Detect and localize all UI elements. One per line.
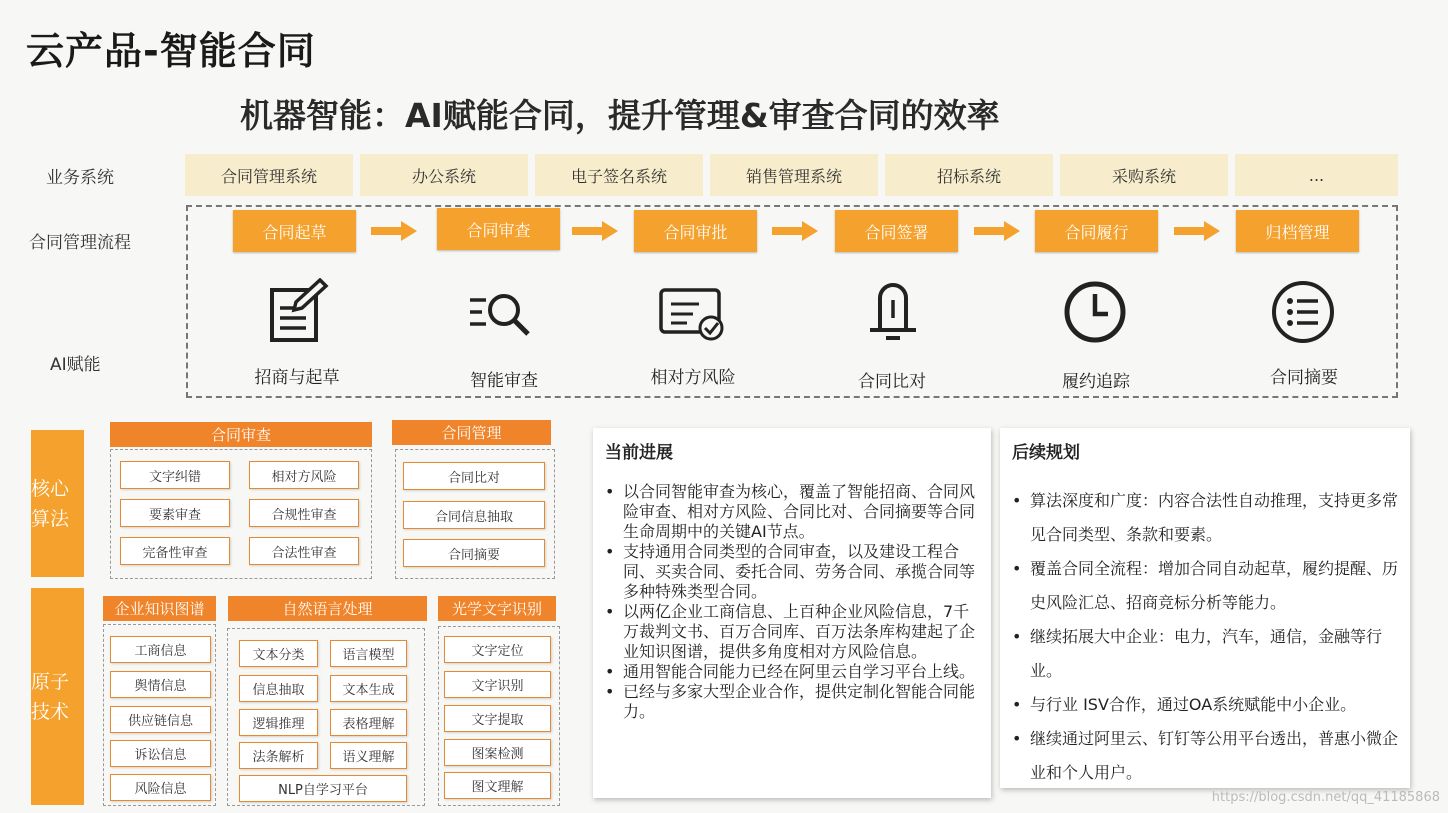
- chip-public-opinion: 舆情信息: [110, 671, 211, 698]
- system-sales: 销售管理系统: [710, 154, 878, 196]
- system-e-signature: 电子签名系统: [535, 154, 703, 196]
- chip-text-generation: 文本生成: [330, 675, 407, 702]
- chip-compliance-review: 合规性审查: [249, 499, 359, 527]
- row-label-business: 业务系统: [46, 168, 114, 188]
- row-label-process: 合同管理流程: [29, 233, 131, 253]
- system-contract-management: 合同管理系统: [185, 154, 353, 196]
- watermark: https://blog.csdn.net/qq_41185868: [1211, 790, 1440, 805]
- chip-text-recognition: 文字识别: [444, 671, 551, 698]
- group-header-knowledge-graph: 企业知识图谱: [103, 596, 216, 621]
- plan-bullet: • 算法深度和广度：内容合法性自动推理，支持更多常见合同类型、条款和要素。: [1012, 484, 1398, 552]
- group-header-management: 合同管理: [392, 420, 551, 445]
- chip-law-parsing: 法条解析: [239, 742, 318, 769]
- edit-document-icon: [262, 278, 332, 348]
- atomic-tech-label: 原子技术: [31, 588, 84, 805]
- ai-label-tracking: 履约追踪: [1062, 372, 1130, 392]
- group-header-nlp: 自然语言处理: [228, 596, 427, 621]
- chip-completeness-review: 完备性审查: [120, 537, 230, 565]
- step-review: 合同审查: [437, 208, 560, 250]
- chip-text-classification: 文本分类: [239, 640, 318, 667]
- step-sign: 合同签署: [835, 210, 958, 252]
- arrow-right-icon: [572, 221, 618, 241]
- arrow-right-icon: [974, 221, 1020, 241]
- step-draft: 合同起草: [233, 210, 356, 252]
- chip-contract-summary: 合同摘要: [403, 539, 545, 567]
- chip-nlp-platform: NLP自学习平台: [239, 775, 407, 802]
- ai-label-drafting: 招商与起草: [254, 368, 340, 388]
- chip-legality-review: 合法性审查: [249, 537, 359, 565]
- page-title: 云产品-智能合同: [26, 29, 316, 73]
- chip-pattern-detection: 图案检测: [444, 739, 551, 766]
- chip-text-localization: 文字定位: [444, 636, 551, 663]
- plan-panel: [1000, 428, 1410, 788]
- system-more: ...: [1235, 154, 1398, 196]
- ai-label-counterparty-risk: 相对方风险: [650, 368, 736, 388]
- step-archive: 归档管理: [1236, 210, 1359, 252]
- chip-contract-compare: 合同比对: [403, 462, 545, 490]
- chip-image-text-understanding: 图文理解: [444, 772, 551, 799]
- arrow-right-icon: [371, 221, 417, 241]
- chip-element-review: 要素审查: [120, 499, 230, 527]
- bell-icon: [858, 278, 928, 348]
- list-icon: [1268, 278, 1338, 348]
- group-header-ocr: 光学文字识别: [438, 596, 556, 621]
- plan-title: 后续规划: [1012, 443, 1080, 463]
- progress-title: 当前进展: [605, 443, 673, 463]
- clock-icon: [1060, 278, 1130, 348]
- certificate-check-icon: [657, 278, 727, 348]
- system-office: 办公系统: [360, 154, 528, 196]
- chip-language-model: 语言模型: [330, 640, 407, 667]
- core-algorithm-label: 核心算法: [31, 430, 84, 577]
- arrow-right-icon: [772, 221, 818, 241]
- row-label-ai: AI赋能: [50, 355, 101, 375]
- ai-label-summary: 合同摘要: [1270, 368, 1338, 388]
- progress-bullet: • 支持通用合同类型的合同审查，以及建设工程合同、买卖合同、委托合同、劳务合同、承揽合同等多种特殊类型合同。: [605, 542, 983, 602]
- chip-typo-correction: 文字纠错: [120, 461, 230, 489]
- chip-info-extraction: 合同信息抽取: [403, 501, 545, 529]
- chip-business-info: 工商信息: [110, 636, 211, 663]
- progress-panel: [593, 428, 991, 798]
- chip-information-extraction: 信息抽取: [239, 675, 318, 702]
- ai-label-compare: 合同比对: [858, 372, 926, 392]
- chip-table-understanding: 表格理解: [330, 709, 407, 736]
- chip-logical-reasoning: 逻辑推理: [239, 709, 318, 736]
- chip-risk-info: 风险信息: [110, 774, 211, 801]
- chip-litigation: 诉讼信息: [110, 740, 211, 767]
- step-approve: 合同审批: [634, 210, 757, 252]
- search-list-icon: [464, 278, 534, 348]
- ai-label-smart-review: 智能审查: [470, 371, 538, 391]
- chip-supply-chain: 供应链信息: [110, 706, 211, 733]
- plan-bullet: • 继续通过阿里云、钉钉等公用平台透出，普惠小微企业和个人用户。: [1012, 722, 1398, 790]
- system-bidding: 招标系统: [885, 154, 1053, 196]
- plan-bullet: • 与行业 ISV合作，通过OA系统赋能中小企业。: [1012, 688, 1398, 722]
- chip-counterparty-risk: 相对方风险: [249, 461, 359, 489]
- plan-bullet: • 继续拓展大中企业：电力，汽车，通信，金融等行业。: [1012, 620, 1398, 688]
- progress-bullet: • 以合同智能审查为核心，覆盖了智能招商、合同风险审查、相对方风险、合同比对、合同摘要等合同生命周期中的关键AI节点。: [605, 482, 983, 542]
- group-header-review: 合同审查: [110, 422, 372, 447]
- headline: 机器智能：AI赋能合同，提升管理&审查合同的效率: [240, 96, 1000, 135]
- progress-bullet: • 已经与多家大型企业合作，提供定制化智能合同能力。: [605, 682, 983, 722]
- system-procurement: 采购系统: [1060, 154, 1228, 196]
- plan-bullet: • 覆盖合同全流程：增加合同自动起草，履约提醒、历史风险汇总、招商竞标分析等能力。: [1012, 552, 1398, 620]
- chip-semantic-understanding: 语义理解: [330, 742, 407, 769]
- arrow-right-icon: [1174, 221, 1220, 241]
- chip-text-extraction: 文字提取: [444, 705, 551, 732]
- progress-bullet: • 以两亿企业工商信息、上百种企业风险信息，7千万裁判文书、百万合同库、百万法条库构建起了企业知识图谱，提供多角度相对方风险信息。: [605, 602, 983, 662]
- progress-bullet: • 通用智能合同能力已经在阿里云自学习平台上线。: [605, 662, 983, 682]
- step-perform: 合同履行: [1035, 210, 1158, 252]
